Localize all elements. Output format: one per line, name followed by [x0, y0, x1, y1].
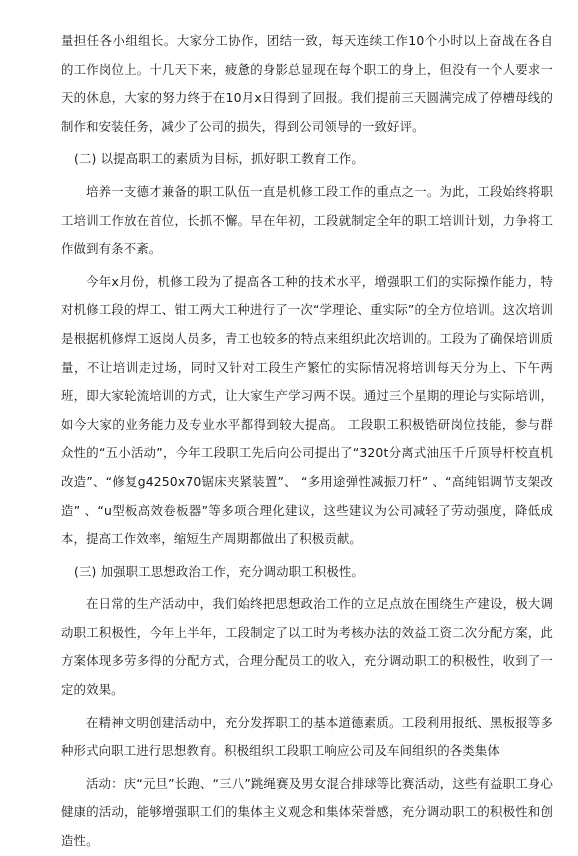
section-heading-2: (二) 以提高职工的素质为目标，抓好职工教育工作。	[74, 151, 364, 167]
paragraph-3: 今年x月份，机修工段为了提高各工种的技术水平，增强职工们的实际操作能力，特对机修工段的焊工、钳工两大工种进行了一次“学理论、重实际”的全方位培训。这次培训是根据机修焊工返岗人员多，青工也较多的特点来组织此次培训的。工段为了确保培训质量，不让培训走过场，同时又针对工段生产繁忙的实际情况将培训每天分为上、下午两班，即大家轮流培训的方式，让大家生产学习两不误。通过三个星期的理论与实际培训，如今大家的业务能力及专业水平都得到较大提高。 工段职工积极锆研岗位技能，参与群众性的“五小活动”，今年工段职工先后向公司提出了“320t分离式油压千斤顶导杆校直机改造”、“修复g4250x70锯床夹紧装置”、 “多用途弹性减振刀杆” 、“高纯铝调节支架改造” 、“u型板高效卷板器”等多项合理化建议，这些建议为公司减轻了劳动强度，降低成本，提高工作效率，缩短生产周期都做出了积极贡献。	[61, 273, 553, 547]
paragraph-5: 在精神文明创建活动中，充分发挥职工的基本道德素质。工段利用报纸、黑板报等多种形式向职工进行思想教育。积极组织工段职工响应公司及车间组织的各类集体	[61, 714, 553, 759]
paragraph-2: 培养一支德才兼备的职工队伍一直是机修工段工作的重点之一。为此，工段始终将职工培训工作放在首位，长抓不懈。早在年初，工段就制定全年的职工培训计划，力争将工作做到有条不紊。	[61, 183, 553, 257]
paragraph-4: 在日常的生产活动中，我们始终把思想政治工作的立足点放在围绕生产建设，极大调动职工积极性，今年上半年，工段制定了以工时为考核办法的效益工资二次分配方案，此方案体现多劳多得的分配方式，合理分配员工的收入，充分调动职工的积极性，收到了一定的效果。	[61, 596, 553, 698]
paragraph-6: 活动：庆“元旦”长跑、“三八”跳绳赛及男女混合排球等比赛活动，这些有益职工身心健康的活动，能够增强职工们的集体主义观念和集体荣誉感，充分调动职工的积极性和创造性。	[61, 775, 553, 849]
section-heading-3: (三) 加强职工思想政治工作，充分调动职工积极性。	[74, 563, 364, 579]
document-page	[61, 27, 553, 856]
paragraph-1: 量担任各小组组长。大家分工协作，团结一致，每天连续工作10个小时以上奋战在各自的工作岗位上。十几天下来，疲惫的身影总显现在每个职工的身上，但没有一个人要求一天的休息，大家的努力终于在10月x日得到了回报。我们提前三天圆满完成了停槽母线的制作和安装任务，减少了公司的损失，得到公司领导的一致好评。	[61, 33, 553, 134]
